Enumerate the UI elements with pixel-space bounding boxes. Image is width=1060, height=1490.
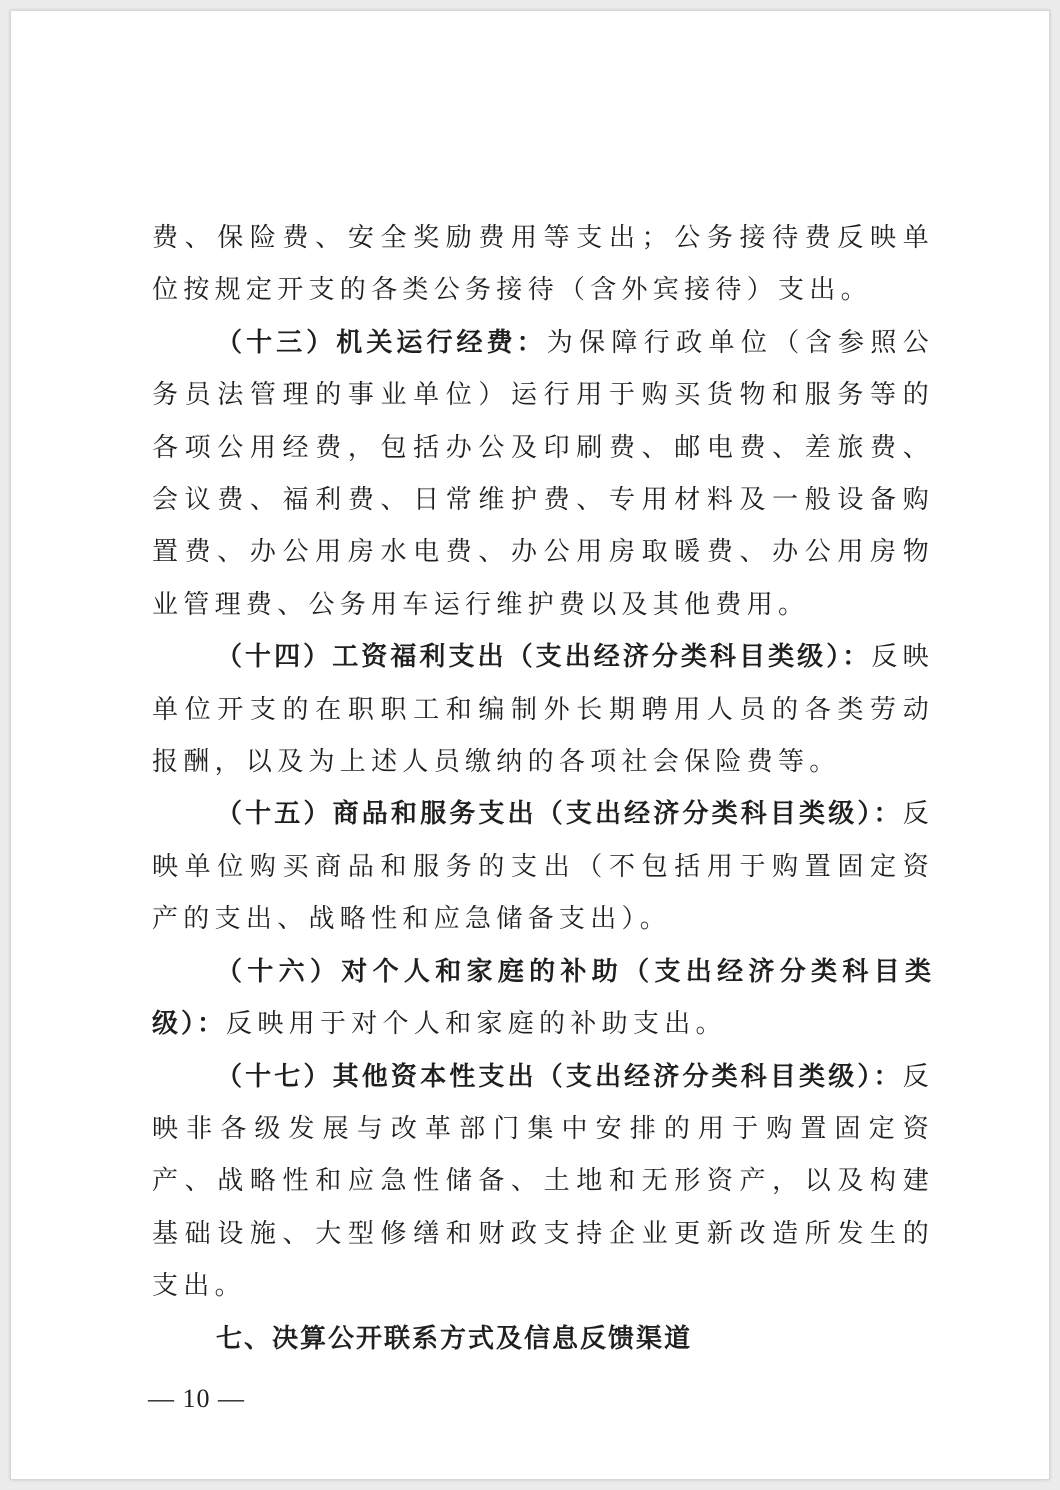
paragraph-text: 为保障行政单位（含参照公务员法管理的事业单位）运行用于购买货物和服务等的各项公用经费，包括办公及印刷费、邮电费、差旅费、会议费、福利费、日常维护费、专用材料及一般设备购置费、办公用房水电费、办公用房取暖费、办公用房物业管理费、公务用车运行维护费以及其他费用。: [152, 327, 934, 620]
paragraph-17: [152, 1051, 934, 1313]
paragraph-lead: （十七）其他资本性支出（支出经济分类科目类级）：: [216, 1061, 903, 1092]
page-number: — 10 —: [148, 1384, 245, 1413]
paragraph-text: 反映单位开支的在职职工和编制外长期聘用人员的各类劳动报酬，以及为上述人员缴纳的各项社会保险费等。: [152, 642, 934, 778]
paragraph-lead: （十六）对个人和家庭的补助（支出经济分类科目类级）：: [152, 956, 934, 1040]
paragraph-lead: （十五）商品和服务支出（支出经济分类科目类级）：: [216, 799, 903, 830]
paragraph-lead: （十三）机关运行经费：: [216, 327, 547, 358]
paragraph-continuation: [152, 212, 934, 317]
paragraph-15: [152, 788, 934, 945]
document-body: [152, 212, 934, 1365]
paragraph-14: [152, 631, 934, 788]
section-heading: 七、决算公开联系方式及信息反馈渠道: [216, 1323, 693, 1354]
paragraph-13: [152, 317, 934, 631]
paragraph-text: 反映单位购买商品和服务的支出（不包括用于购置固定资产的支出、战略性和应急储备支出）。: [152, 799, 934, 935]
paragraph-text: 费、保险费、安全奖励费用等支出；公务接待费反映单位按规定开支的各类公务接待（含外宾接待）支出。: [152, 223, 934, 306]
paragraph-text: 反映非各级发展与改革部门集中安排的用于购置固定资产、战略性和应急性储备、土地和无形资产，以及构建基础设施、大型修缮和财政支持企业更新改造所发生的支出。: [152, 1061, 934, 1302]
paragraph-text: 反映用于对个人和家庭的补助支出。: [226, 1009, 727, 1040]
paragraph-16: [152, 946, 934, 1051]
document-page: [10, 10, 1050, 1480]
paragraph-lead: （十四）工资福利支出（支出经济分类科目类级）：: [216, 642, 872, 673]
